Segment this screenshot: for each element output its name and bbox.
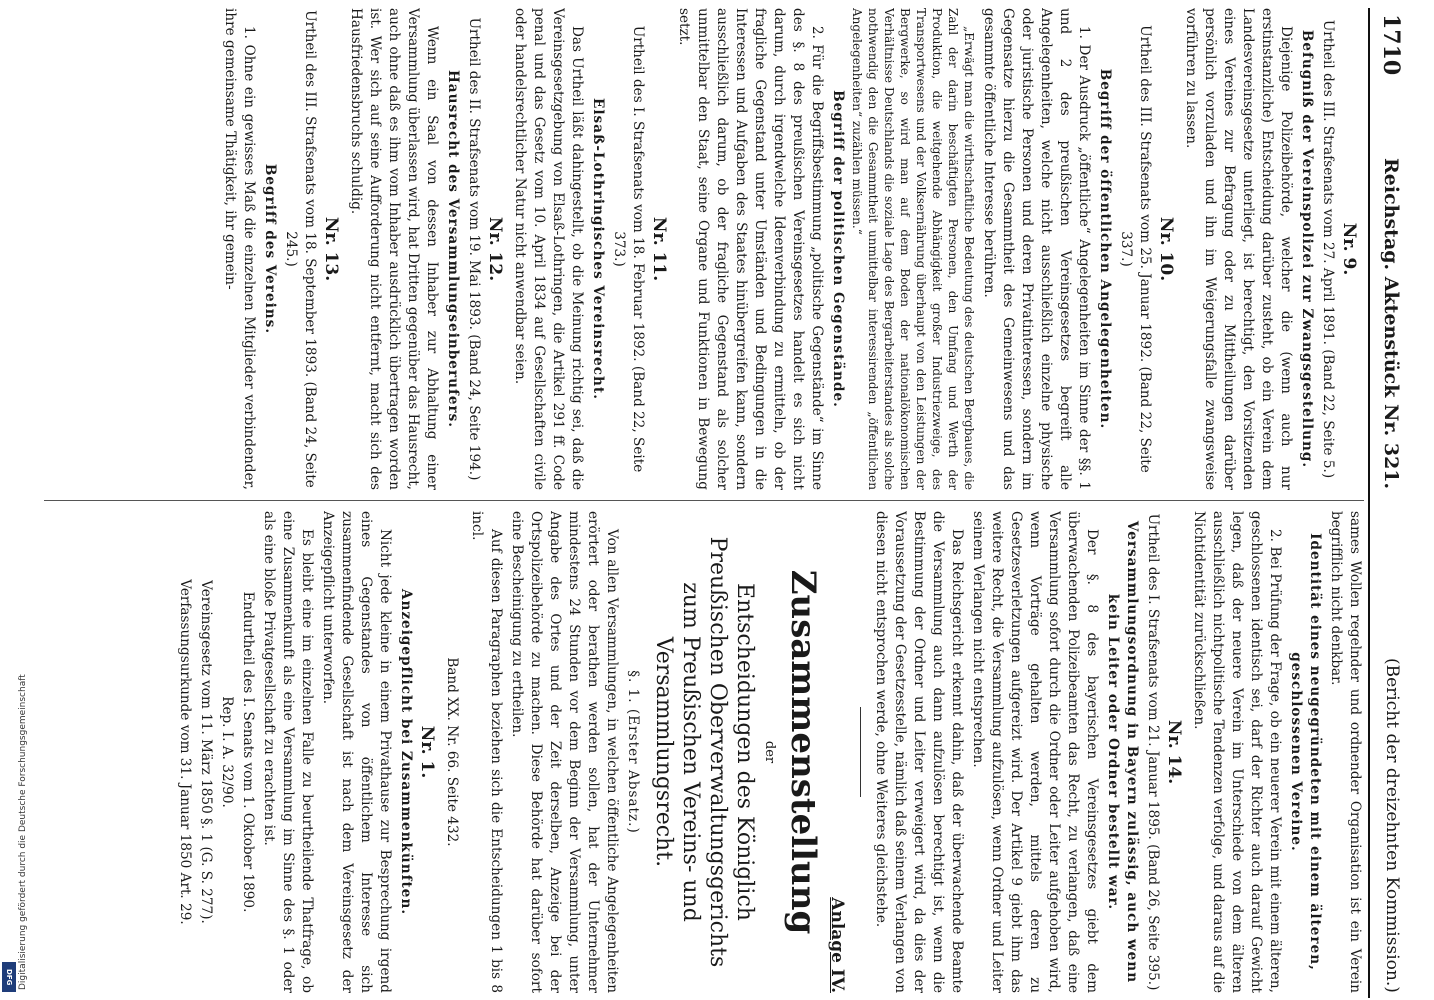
politische-heading: Begriff der politischen Gegenstände. xyxy=(830,90,846,408)
identitaet-text: 2. Bei Prüfung der Frage, ob ein neuerer Verein mit einem älteren, geschlossenen identisch sei, darf der Richter auch darauf Gewicht legen, daß der neuere Verein im Unterschiede von dem älteren ausschließlich nichtpolitische Tendenzen verfolge, und daraus auf die Nichtidentität zurückschließen. xyxy=(1191,511,1283,993)
nr14-number: Nr. 14. xyxy=(1164,719,1184,785)
nr10-paragraph-2: „Erwägt man die wirthschaftliche Bedeutung des deutschen Bergbaues, die Zahl der darin beschäftigten Personen, den Umfang und Werth der Produktion, die weitgehende Abhängigkeit großer Industriezweige, des Transportwesens und der Volksernährung überhaupt von den Leistungen der Bergwerke, so wird man auf dem Boden der nationalökonomischen Verhältnisse Deutschlands die soziale Lage des Bergarbeiterstandes als solche nothwendig den die Gesammtheit unmittelbar interessirenden „öffentlichen Angelegenheiten“ zuzählen müssen.“ xyxy=(850,8,976,490)
header-rule xyxy=(1368,8,1370,998)
anlage-title: Zusammenstellung xyxy=(783,569,823,935)
nr9-number: Nr. 9. xyxy=(1339,222,1359,276)
nr14-source: Urtheil des I. Strafsenats vom 21. Januar 1895. (Band 26, Seite 395.) xyxy=(1145,513,1161,991)
identitaet-heading: Identität eines neugegründeten mit einem älteren, geschlossenen Vereine. xyxy=(1288,533,1323,971)
politische-text: 2. Für die Begriffsbestimmung „politische Gegenstände“ im Sinne des §. 8 des preußischen Vereinsgesetzes handelt es sich nicht darum, durch irgendwelche Ideenverbindung zu ermitteln, ob der fragliche Gegenstand unter Umständen und Bedingungen in die Interessen und Aufgaben des Staates hinübergreifen kann, sondern ausschließlich darum, ob der fragliche Gegenstand als solcher unmittelbar den Staat, seine Organe und Funktionen in Bewegung setzt. xyxy=(676,8,825,490)
nr9-source: Urtheil des III. Strafsenats vom 27. April 1891. (Band 22, Seite 5.) xyxy=(1320,19,1336,479)
page-number: 1710 xyxy=(1378,14,1404,76)
nr14-heading: Versammlungsordnung in Bayern zulässig, auch wenn kein Leiter oder Ordner bestellt war. xyxy=(1105,520,1140,984)
nr11-number: Nr. 11. xyxy=(649,216,669,282)
nr12-source: Urtheil des II. Strafsenats vom 19. Mai 1893. (Band 24, Seite 194.) xyxy=(466,17,482,481)
entscheidung-1-paragraph-2: Es bleibt eine im einzelnen Falle zu beurtheilende Thatfrage, ob eine Zusammenkunft als eine Versammlung im Sinne des §. 1 oder als eine bloße Privatgesellschaft zu erachten ist. xyxy=(261,511,315,993)
column-divider xyxy=(44,500,1364,501)
nr12-number: Nr. 12. xyxy=(485,216,505,282)
nr13-source: Urtheil des III. Strafsenats vom 18. September 1893. (Band 24, Seite 245.) xyxy=(283,10,318,488)
entscheidung-1-heading: Anzeigepflicht bei Zusammenkünften. xyxy=(398,588,414,916)
nr14-paragraph-1: Der §. 8 des bayerischen Vereinsgesetzes giebt dem überwachenden Polizeibeamten das Recht, zu verlangen, daß eine Versammlung sofort durch die Ordner oder Leiter aufgehoben wird, wenn Vorträge gehalten werden, mittels deren zu Gesetzesverletzungen aufgereizt wird. Der Artikel 9 giebt ihm das weitere Recht, die Versammlung aufzulösen, wenn Ordner und Leiter seinem Verlangen nicht entsprechen. xyxy=(970,511,1100,993)
digitization-credit: Digitalisierung gefördert durch die Deutsche Forschungsgemeinschaft xyxy=(18,674,28,990)
entscheidung-1-rep: Rep. I. A. 32/90. xyxy=(219,696,235,808)
paragraph-1-heading: §. 1. (Erster Absatz.) xyxy=(625,670,641,834)
nr13-number: Nr. 13. xyxy=(321,216,341,282)
nr9-text: Diejenige Polizeibehörde, welcher die (wenn auch nur erstinstanzliche) Entscheidung darüber zusteht, ob ein Verein dem Landesvereinsgesetze unterliegt, ist berechtigt, den Vorsitzenden eines Vereines zur Befragung oder zu Mittheilungen darüber persönlich vorzuladen und ihn im Weigerungsfalle zwangsweise vorführen zu lassen. xyxy=(1183,8,1294,490)
nr12-text: Wenn ein Saal von dessen Inhaber zur Abhaltung einer Versammlung überlassen wird, hat Dritten gegenüber das Hausrecht, auch ohne daß es ihm vom Inhaber ausdrücklich übertragen worden ist. Wer sich auf seine Aufforderung nicht entfernt, macht sich des Hausfriedensbruchs schuldig. xyxy=(348,8,440,490)
anlage-label: Anlage IV. xyxy=(827,897,847,993)
anlage-subtitle: Entscheidungen des Königlich Preußischen Oberverwaltungsgerichts zum Preußischen Vereins- und Versammlungsrecht. xyxy=(651,536,757,968)
entscheidung-1-vereinsgesetz: Vereinsgesetz vom 11. März 1850 §. 1 (G. S. 277). xyxy=(198,580,214,924)
left-column xyxy=(44,8,1364,490)
nr10-source: Urtheil des III. Strafsenats vom 25. Januar 1892. (Band 22, Seite 337.) xyxy=(1118,25,1153,473)
right-column xyxy=(44,511,1364,993)
header-title: Reichstag. Aktenstück Nr. 321. xyxy=(1380,158,1402,490)
nr13-text: 1. Ohne ein gewisses Maß die einzelnen Mitglieder verbindender, ihre gemeinsame Thätigkeit, ihr gemein- xyxy=(222,8,257,490)
dfg-logo: DFG xyxy=(2,962,16,992)
section-divider xyxy=(860,707,861,797)
anlage-der: der xyxy=(762,740,777,764)
nr12-heading: Hausrecht des Versammlungseinberufers. xyxy=(445,69,461,429)
rotated-page-content xyxy=(35,8,1410,998)
entscheidung-1-endurtheil: Endurtheil des I. Senats vom 1. Oktober 1890. xyxy=(240,591,256,913)
nr13-heading: Begriff des Vereins. xyxy=(262,163,278,335)
nr11-text: Das Urtheil läßt dahingestellt, ob die Meinung richtig sei, daß die Vereinsgesetzgebung von Elsaß-Lothringen, die Artikel 291 ff. Code penal und das Gesetz vom 10. April 1834 auf Gesellschaften civile oder handelsrechtlicher Natur nicht anwendbar seien. xyxy=(512,8,585,490)
nr9-heading: Befugniß der Vereinspolizei zur Zwangsgestellung. xyxy=(1299,29,1315,469)
entscheidung-1-paragraph-1: Nicht jede kleine in einem Privathause zur Besprechung irgend eines Gegenstandes von öffentlichem Interesse sich zusammenfindende Gesellschaft ist nach dem Vereinsgesetz der Anzeigepflicht unterworfen. xyxy=(320,511,393,993)
nr14-paragraph-2: Das Reichsgericht erkennt dahin, daß der überwachende Beamte die Versammlung auch dann aufzulösen berechtigt ist, wenn die Bestimmung der Ordner und Leiter verweigert wird, da dies der Voraussetzung der Gesetzesstelle, nämlich daß seinem Verlangen von diesen nicht entsprochen werde, ohne Weiteres gleichstehe. xyxy=(873,511,965,993)
entscheidung-1-verfassung: Verfassungsurkunde vom 31. Januar 1850 Art. 29. xyxy=(177,579,193,925)
nr10-number: Nr. 10. xyxy=(1156,216,1176,282)
nr11-source: Urtheil des I. Strafsenats vom 18. Februar 1892. (Band 22, Seite 373.) xyxy=(611,25,646,473)
entscheidung-1-number: Nr. 1. xyxy=(417,725,437,779)
nr10-paragraph-1: 1. Der Ausdruck „öffentliche“ Angelegenheiten im Sinne der §§. 1 und 2 des preußischen Vereinsgesetzes begreift alle Angelegenheiten, welche nicht ausschließlich einzelne physische oder juristische Personen und deren Privatinteressen, sondern im Gegensatze hierzu die Gesammtheit des Gemeinwesens und das gesammte öffentliche Interesse berühren. xyxy=(981,8,1092,490)
paragraph-1-text: Von allen Versammlungen, in welchen öffentliche Angelegenheiten erörtert oder berathen werden sollen, hat der Unternehmer mindestens 24 Stunden vor dem Beginn der Versammlung, unter Angabe des Ortes und der Zeit derselben, Anzeige bei der Ortspolizeibehörde zu machen. Diese Behörde hat darüber sofort eine Bescheinigung zu ertheilen. xyxy=(509,511,620,993)
entscheidung-1-reference: Band XX. Nr. 66. Seite 432. xyxy=(444,657,460,847)
paragraph-1-note: Auf diesen Paragraphen beziehen sich die Entscheidungen 1 bis 8 incl. xyxy=(469,511,504,993)
continuation-text: sames Wollen regelnder und ordnender Organisation ist ein Verein begrifflich nicht denkbar. xyxy=(1328,511,1363,993)
page-header xyxy=(1370,8,1410,998)
nr11-heading: Elsaß-Lothringisches Vereinsrecht. xyxy=(590,98,606,400)
nr10-heading: Begriff der öffentlichen Angelegenheiten. xyxy=(1097,68,1113,430)
header-subtitle: (Bericht der dreizehnten Kommission.) xyxy=(1382,658,1402,993)
